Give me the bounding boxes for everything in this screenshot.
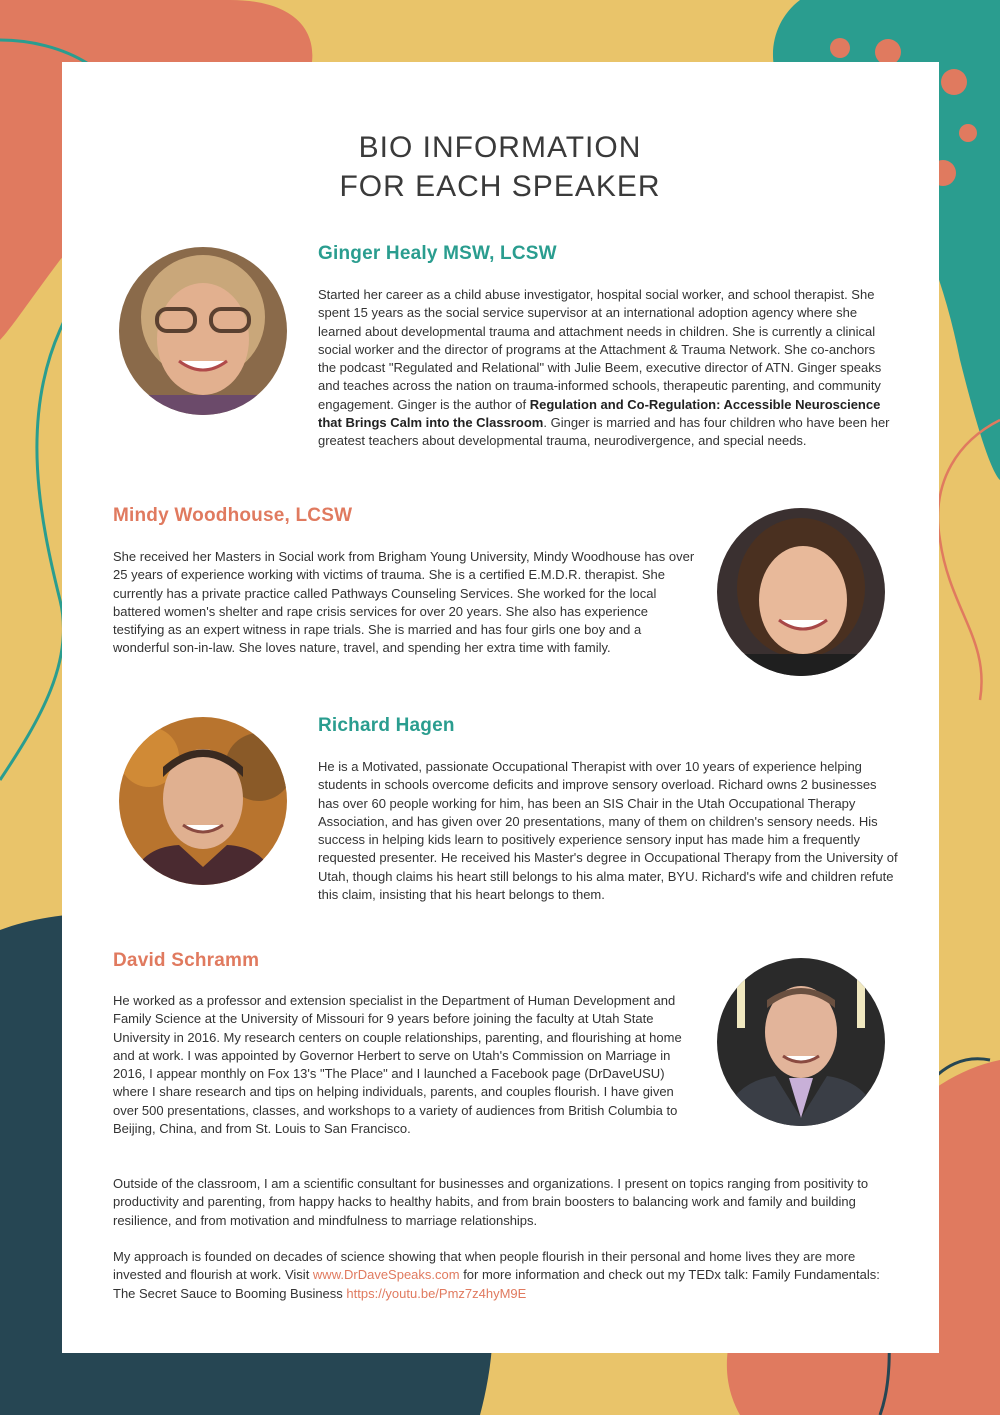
speaker-name-richard-hagen: Richard Hagen [318,715,455,736]
bio-text: for more information and check out my TEDx talk: Family Fundamentals: The Secret Sauce to Booming Business [113,1267,880,1301]
speaker-bio-david-schramm-p3 [113,1248,883,1303]
speaker-bio-richard-hagen: He is a Motivated, passionate Occupational Therapist with over 10 years of experience helping students in schools overcome deficits and improve sensory overload. Richard owns 2 businesses has over 60 people working for him, has been an SIS Chair in the Utah Occupational Therapy Association, and has given over 20 presentations, many of them on children's sensory needs. His success in helping kids learn to positively experience sensory input has made him a frequently requested presenter. He received his Master's degree in Occupational Therapy from the University of Utah, though claims his heart still belongs to his alma mater, BYU. Richard's wife and children refute this claim, insisting that his heart belongs to them. [318,759,898,903]
speaker-bio-david-schramm-p2: Outside of the classroom, I am a scientific consultant for businesses and organizations. I present on topics ranging from positivity to productivity and parenting, from happy hacks to healthy habits, and from brain boosters to balancing work and family and building resilience, and from motivation and mindfulness to marriage relationships. [113,1176,869,1228]
speaker-photo-ginger-healy [119,247,287,415]
tedx-video-link[interactable]: https://youtu.be/Pmz7z4hyM9E [346,1285,527,1301]
bio-text: . Ginger is married and has four children who have been her greatest teachers about developmental trauma, neurodivergence, and special needs. [318,415,890,449]
speaker-bio-david-schramm-p1: He worked as a professor and extension specialist in the Department of Human Development and Family Science at the University of Missouri for 9 years before joining the faculty at Utah State University in 2016. My research centers on couple relationships, parenting, and flourishing at home and at work. I was appointed by Governor Herbert to serve on Utah's Commission on Marriage in 2016, I appear monthly on Fox 13's "The Place" and I launched a Facebook page (DrDaveUSU) where I share research and tips on helping individuals, parents, and couples flourish. I have given over 500 presentations, classes, and workshops to a variety of audiences from British Columbia to Beijing, China, and from St. Louis to San Francisco. [113,993,682,1137]
speaker-photo-mindy-woodhouse [717,508,885,676]
speaker-name-mindy-woodhouse: Mindy Woodhouse, LCSW [113,505,353,526]
website-link[interactable]: www.DrDaveSpeaks.com [312,1267,460,1283]
page-title-line-2: FOR EACH SPEAKER [339,170,661,203]
book-title: Regulation and Co-Regulation: Accessible Neuroscience that Brings Calm into the Classroom [318,396,881,431]
speaker-bio-mindy-woodhouse: She received her Masters in Social work from Brigham Young University, Mindy Woodhouse has over 25 years of experience working with victims of trauma. She is a certified E.M.D.R. therapist. She currently has a private practice called Pathways Counseling Services. She worked for the local battered women's shelter and rape crisis services for over 20 years. She also has experience testifying as an expert witness in rape trials. She is married and has four girls one boy and a wonderful son-in-law. She loves nature, travel, and spending her extra time with family. [113,549,695,656]
page-title [0,128,1000,206]
page-title-line-1: BIO INFORMATION [358,131,642,164]
bio-text: My approach is founded on decades of science showing that when people flourish in their personal and home lives they are more invested and flourish at work. Visit [113,1249,856,1283]
bio-text: Started her career as a child abuse investigator, hospital social worker, and school therapist. She spent 15 years as the social service supervisor at an international adoption agency where she learned about developmental trauma and attachment needs in children. She is currently a clinical social worker and the director of programs at the Attachment & Trauma Network. She co-anchors the podcast "Regulated and Relational" with Julie Beem, executive director of ATN. Ginger speaks and teaches across the nation on trauma-informed schools, therapeutic parenting, and community engagement. Ginger is the author of [318,287,882,412]
speaker-photo-richard-hagen [119,717,287,885]
speaker-name-david-schramm: David Schramm [113,950,260,971]
speaker-bio-ginger-healy [318,286,893,451]
speaker-name-ginger-healy: Ginger Healy MSW, LCSW [318,243,557,264]
speaker-photo-david-schramm [717,958,885,1126]
